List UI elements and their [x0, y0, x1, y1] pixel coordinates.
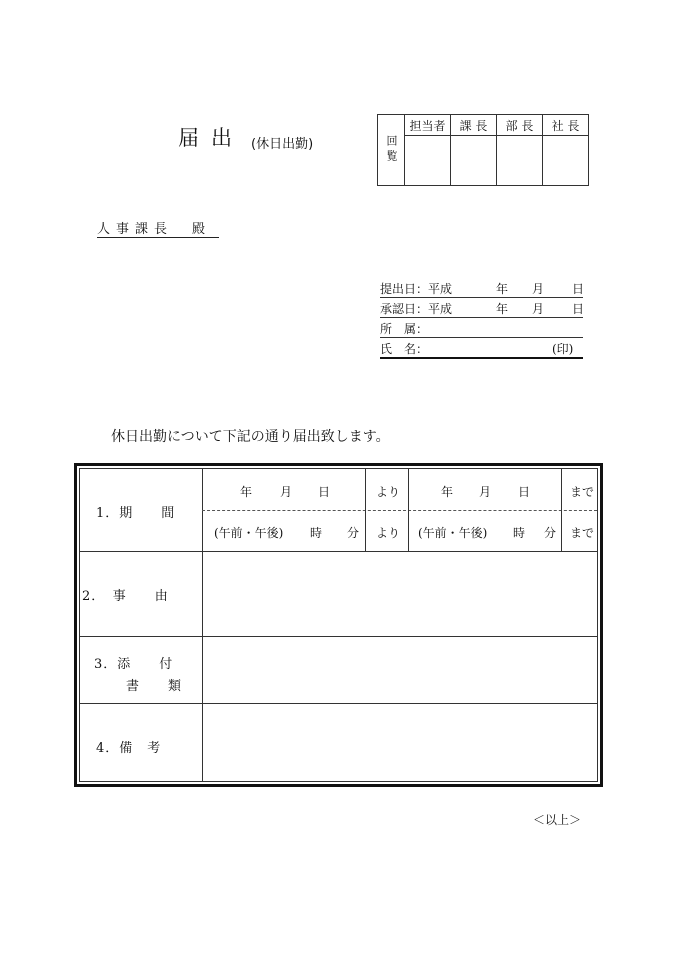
- remarks-label: 4．備 考: [96, 741, 162, 756]
- reason-label: 2． 事 由: [82, 589, 169, 604]
- reason-field[interactable]: [203, 552, 597, 636]
- period-label: 1．期 間: [96, 506, 176, 521]
- period-start-time[interactable]: [202, 510, 365, 551]
- until-label: まで: [570, 485, 595, 499]
- start-day: 日: [318, 485, 331, 499]
- document-subtitle: (休日出勤): [251, 137, 314, 152]
- until-label-time: まで: [570, 526, 595, 540]
- start-year: 年: [240, 485, 253, 499]
- approval-stamp-department-head[interactable]: [497, 136, 543, 186]
- seal-mark: (印): [552, 342, 574, 356]
- request-form-table: [74, 463, 603, 787]
- name-label: 氏 名：: [380, 342, 429, 356]
- end-ampm: (午前・午後): [418, 526, 488, 540]
- submit-date-day: 日: [572, 282, 585, 296]
- end-minute: 分: [544, 526, 557, 540]
- approve-date-label: 承認日：平成: [380, 302, 453, 316]
- from-label-time: より: [376, 526, 401, 540]
- submit-date-field[interactable]: [380, 280, 583, 298]
- start-hour: 時: [310, 526, 323, 540]
- from-label: より: [376, 485, 401, 499]
- start-month: 月: [280, 485, 293, 499]
- addressee: 人事課長 殿: [97, 218, 219, 238]
- department-label: 所 属：: [380, 322, 429, 336]
- period-end-date[interactable]: [408, 469, 561, 510]
- document-title: 届出: [178, 126, 244, 150]
- approval-header-department-head: 部 長: [497, 115, 543, 136]
- approve-date-month: 月: [532, 302, 545, 316]
- closing-mark: ＜以上＞: [533, 813, 582, 827]
- period-start-date[interactable]: [202, 469, 365, 510]
- approval-header-president: 社 長: [543, 115, 589, 136]
- end-hour: 時: [513, 526, 526, 540]
- attachment-field[interactable]: [203, 637, 597, 703]
- submit-date-month: 月: [532, 282, 545, 296]
- approval-caption: 回覧: [378, 115, 405, 186]
- end-year: 年: [441, 485, 454, 499]
- end-day: 日: [518, 485, 531, 499]
- approve-date-day: 日: [572, 302, 585, 316]
- attachment-label: 3．添 付: [94, 657, 174, 672]
- attachment-label-documents: 書 類: [126, 679, 183, 694]
- approval-stamp-section-chief[interactable]: [451, 136, 497, 186]
- approve-date-field[interactable]: [380, 300, 583, 318]
- approval-stamp-staff[interactable]: [405, 136, 451, 186]
- submit-date-year: 年: [496, 282, 509, 296]
- approval-stamp-president[interactable]: [543, 136, 589, 186]
- department-field[interactable]: [380, 320, 583, 338]
- intro-sentence: 休日出勤について下記の通り届出致します。: [111, 429, 390, 445]
- name-field[interactable]: [380, 340, 583, 359]
- approval-header-staff: 担当者: [405, 115, 451, 136]
- approval-table: [377, 114, 589, 186]
- approval-header-section-chief: 課 長: [451, 115, 497, 136]
- start-ampm: (午前・午後): [214, 526, 284, 540]
- period-end-time[interactable]: [408, 510, 561, 551]
- submit-date-label: 提出日：平成: [380, 282, 453, 296]
- approve-date-year: 年: [496, 302, 509, 316]
- remarks-field[interactable]: [203, 704, 597, 781]
- end-month: 月: [479, 485, 492, 499]
- start-minute: 分: [347, 526, 360, 540]
